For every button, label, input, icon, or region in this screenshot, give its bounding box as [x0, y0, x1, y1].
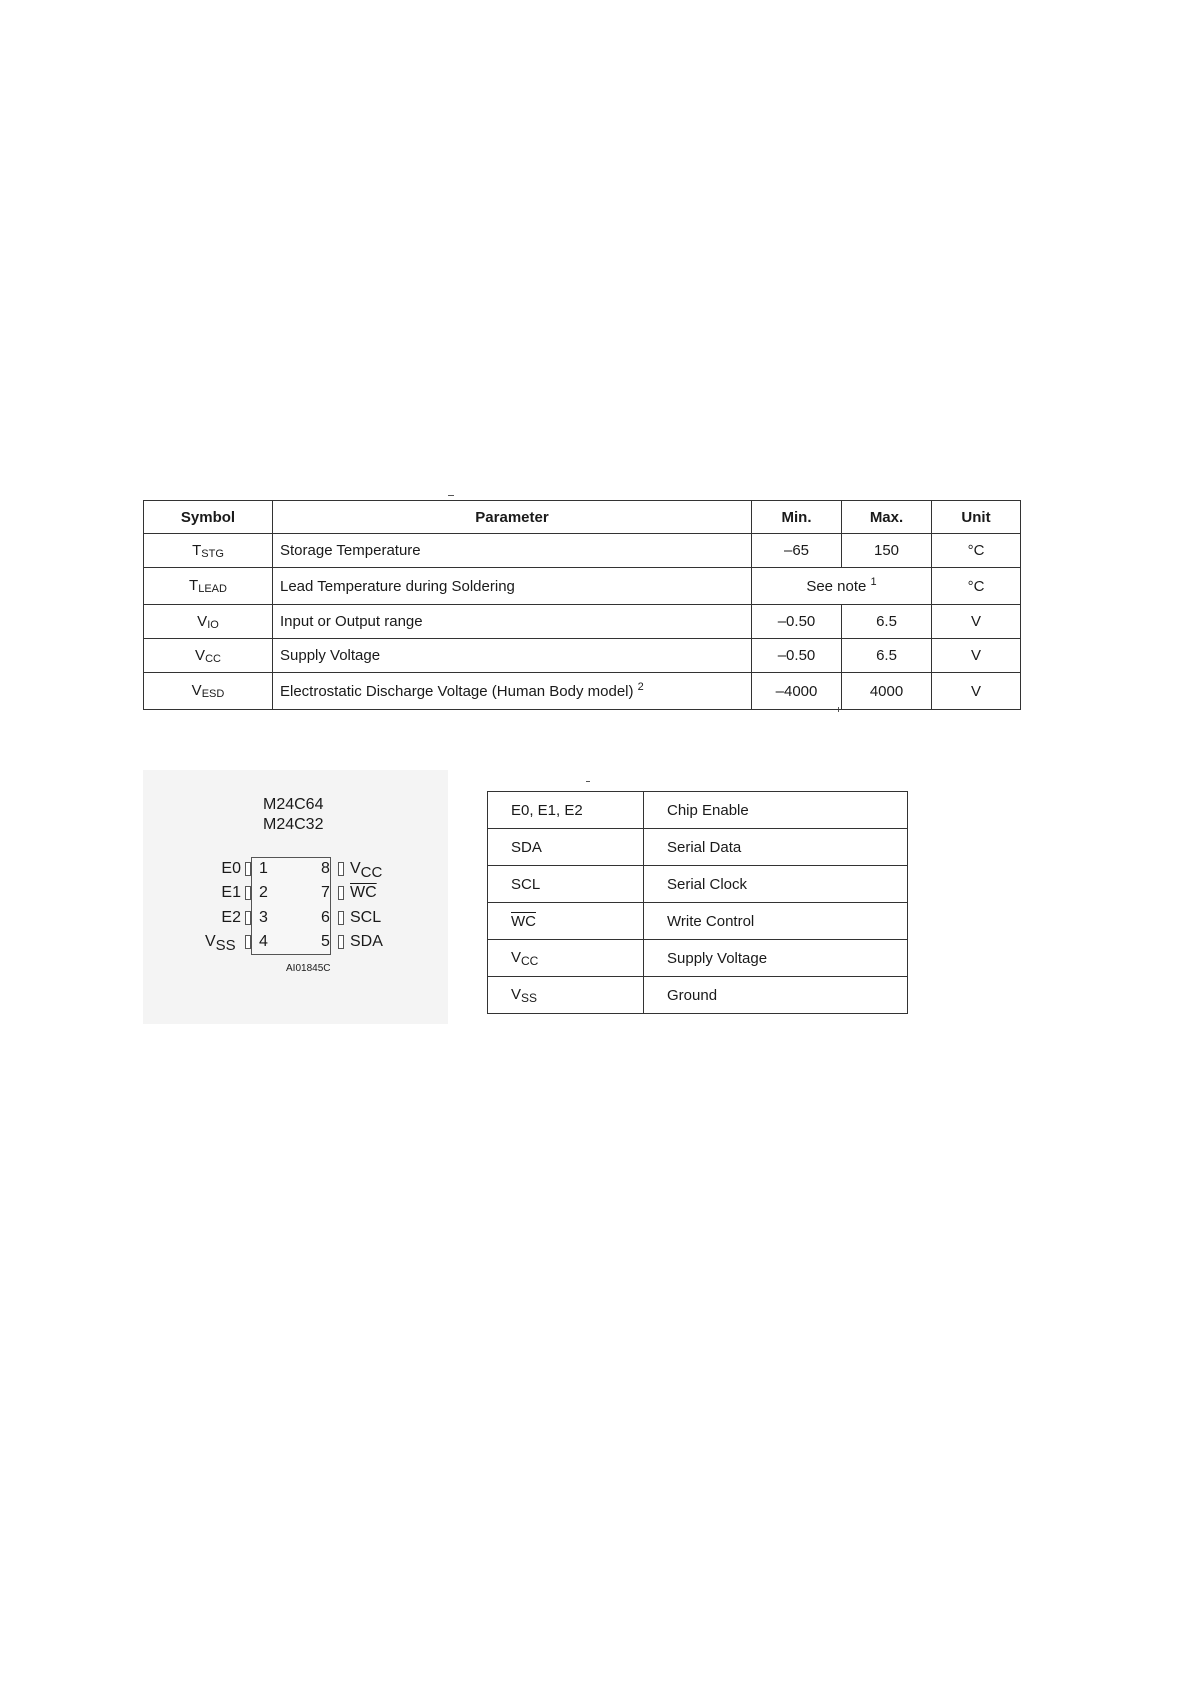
unit-cell: °C	[932, 534, 1021, 568]
diagram-code: AI01845C	[286, 963, 331, 974]
pin-number: 1	[259, 860, 268, 877]
parameter-cell: Lead Temperature during Soldering	[273, 568, 752, 605]
header-symbol: Symbol	[144, 501, 273, 534]
unit-cell: V	[932, 605, 1021, 639]
signal-cell: $V_{CC}$	[488, 940, 644, 977]
parameter-cell: Storage Temperature	[273, 534, 752, 568]
symbol-cell: VESD	[144, 673, 273, 710]
signal-cell: E0, E1, E2	[488, 792, 644, 829]
max-cell: 6.5	[842, 639, 932, 673]
pin-name-scl: SCL	[350, 909, 382, 926]
symbol-cell: TLEAD	[144, 568, 273, 605]
table-row	[144, 673, 1021, 710]
description-cell: Serial Data	[644, 829, 908, 866]
table-row	[144, 568, 1021, 605]
table-row	[144, 639, 1021, 673]
merged-min-max-cell: See note $^1$	[752, 568, 932, 605]
description-cell: Serial Clock	[644, 866, 908, 903]
pin-pad	[338, 911, 344, 925]
min-cell: –65	[752, 534, 842, 568]
pin-number: 2	[259, 884, 268, 901]
pin-name-vss: VSS	[205, 933, 236, 954]
pin-pad	[338, 886, 344, 900]
parameter-cell: Input or Output range	[273, 605, 752, 639]
min-cell: –0.50	[752, 639, 842, 673]
signal-cell: SCL	[488, 866, 644, 903]
header-max: Max.	[842, 501, 932, 534]
pin-number: 8	[321, 860, 330, 877]
header-parameter: Parameter	[273, 501, 752, 534]
pin-name-wc: $\overline{WC}$	[350, 884, 377, 901]
pin-number: 3	[259, 909, 268, 926]
signal-cell: $\overline{WC}$	[488, 903, 644, 940]
table-row	[144, 534, 1021, 568]
unit-cell: V	[932, 639, 1021, 673]
scan-mark	[448, 495, 454, 496]
table-row	[488, 903, 908, 940]
parameter-cell: Supply Voltage	[273, 639, 752, 673]
signal-cell: SDA	[488, 829, 644, 866]
chip-title: M24C32	[263, 816, 324, 833]
min-cell: –4000	[752, 673, 842, 710]
logic-diagram	[143, 770, 448, 1024]
pin-pad	[338, 935, 344, 949]
chip-title: M24C64	[263, 796, 324, 813]
pin-number: 5	[321, 933, 330, 950]
table-row	[488, 829, 908, 866]
pin-pad	[245, 935, 251, 949]
header-unit: Unit	[932, 501, 1021, 534]
description-cell: Write Control	[644, 903, 908, 940]
min-cell: –0.50	[752, 605, 842, 639]
pin-number: 4	[259, 933, 268, 950]
pin-pad	[245, 886, 251, 900]
table-row	[488, 940, 908, 977]
pin-name-vcc: VCC	[350, 860, 383, 881]
pin-pad	[245, 911, 251, 925]
footnote-ref: 2	[637, 680, 644, 693]
max-cell: 6.5	[842, 605, 932, 639]
signal-cell: $V_{SS}$	[488, 977, 644, 1014]
unit-cell: °C	[932, 568, 1021, 605]
pin-name-e0: E0	[221, 860, 241, 877]
description-cell: Chip Enable	[644, 792, 908, 829]
table-row	[488, 792, 908, 829]
table-row	[488, 866, 908, 903]
max-cell: 150	[842, 534, 932, 568]
description-cell: Ground	[644, 977, 908, 1014]
symbol-cell: TSTG	[144, 534, 273, 568]
absolute-max-ratings-table	[143, 500, 1021, 710]
parameter-cell: Electrostatic Discharge Voltage (Human Body model) $^2$	[273, 673, 752, 710]
table-row	[488, 977, 908, 1014]
header-min: Min.	[752, 501, 842, 534]
pin-name-e1: E1	[221, 884, 241, 901]
pin-number: 7	[321, 884, 330, 901]
pin-pad	[245, 862, 251, 876]
pin-name-e2: E2	[221, 909, 241, 926]
symbol-cell: VIO	[144, 605, 273, 639]
table-row	[144, 605, 1021, 639]
pin-pad	[338, 862, 344, 876]
max-cell: 4000	[842, 673, 932, 710]
description-cell: Supply Voltage	[644, 940, 908, 977]
footnote-ref: 1	[870, 575, 877, 588]
table-header-row	[144, 501, 1021, 534]
pin-name-sda: SDA	[350, 933, 383, 950]
scan-mark	[586, 781, 590, 782]
signal-names-table	[487, 791, 908, 1014]
pin-number: 6	[321, 909, 330, 926]
symbol-cell: VCC	[144, 639, 273, 673]
unit-cell: V	[932, 673, 1021, 710]
